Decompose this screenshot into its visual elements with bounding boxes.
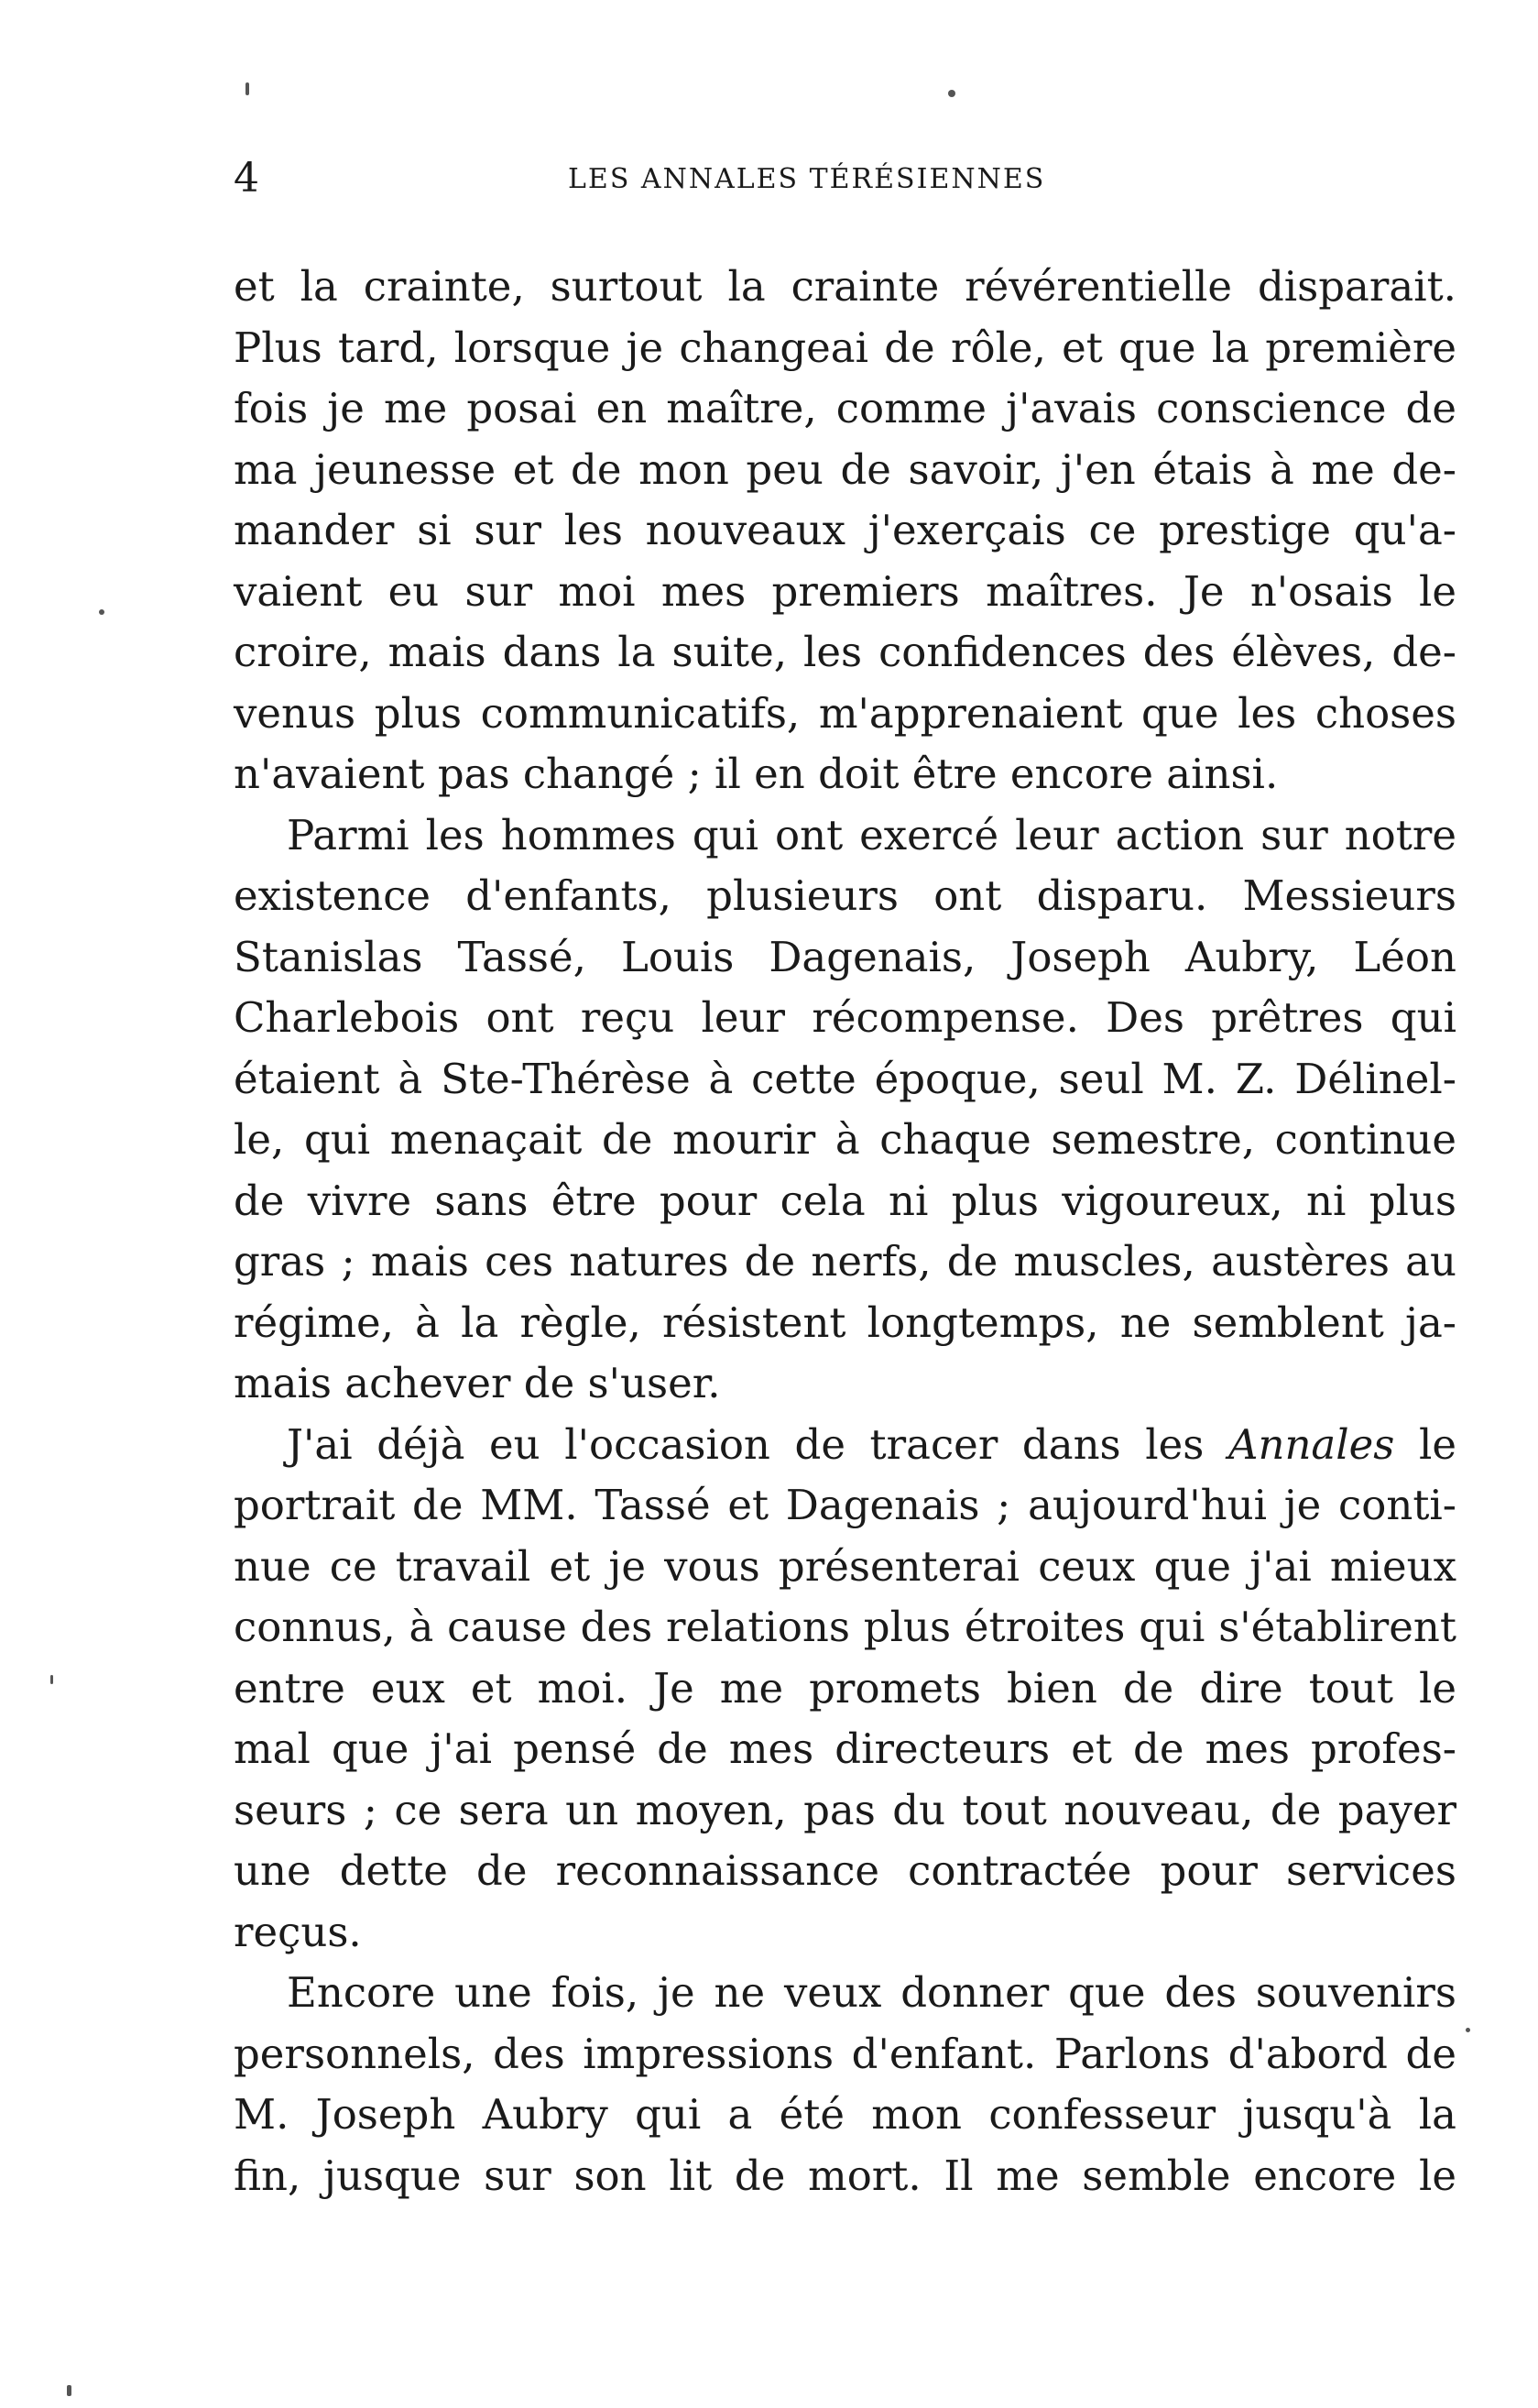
text-line: existence d'enfants, plusieurs ont disparu. Messieurs [234,871,1456,920]
text-line: Stanislas Tassé, Louis Dagenais, Joseph Aubry, Léon [234,932,1456,981]
page-header [234,156,1456,211]
text-line: Encore une fois, je ne veux donner que des souvenirs [287,1968,1456,2017]
text-line: gras ; mais ces natures de nerfs, de muscles, austères au [234,1237,1456,1286]
scan-speck [99,609,104,615]
text-line: le, qui menaçait de mourir à chaque semestre, continue [234,1115,1456,1164]
scan-speck [67,2385,71,2396]
text-line: de vivre sans être pour cela ni plus vigoureux, ni plus [234,1176,1456,1225]
text-line: personnels, des impressions d'enfant. Parlons d'abord de [234,2029,1456,2078]
text-line: n'avaient pas changé ; il en doit être encore ainsi. [234,750,1279,798]
text-line: étaient à Ste-Thérèse à cette époque, seul M. Z. Délinel- [234,1054,1456,1103]
text-line: fin, jusque sur son lit de mort. Il me semble encore le [234,2151,1456,2200]
text-line: une dette de reconnaissance contractée pour services [234,1846,1456,1895]
text-line: seurs ; ce sera un moyen, pas du tout nouveau, de payer [234,1785,1456,1834]
text-line: Plus tard, lorsque je changeai de rôle, et que la première [234,323,1456,372]
scan-speck [245,82,249,95]
text-line: nue ce travail et je vous présenterai ceux que j'ai mieux [234,1541,1456,1591]
scan-speck [1466,2028,1470,2032]
scan-speck [948,90,955,97]
text-line: et la crainte, surtout la crainte révérentielle disparait. [234,262,1456,311]
text-line: mais achever de s'user. [234,1359,721,1407]
page-number: 4 [234,155,259,202]
running-title: LES ANNALES TÉRÉSIENNES [568,163,1046,195]
text-line: Charlebois ont reçu leur récompense. Des prêtres qui [234,993,1456,1042]
text-line: vaient eu sur moi mes premiers maîtres. Je n'osais le [234,566,1456,616]
text-line: mal que j'ai pensé de mes directeurs et de mes profes- [234,1724,1456,1773]
scan-speck [50,1675,53,1684]
text-line: ma jeunesse et de mon peu de savoir, j'en étais à me de- [234,444,1456,494]
text-line: entre eux et moi. Je me promets bien de dire tout le [234,1663,1456,1713]
italic-title: Annales [1227,1419,1395,1469]
text-line: M. Joseph Aubry qui a été mon confesseur jusqu'à la [234,2090,1456,2139]
body-text [234,257,1456,2206]
text-line: reçus. [234,1907,362,1956]
text-line: Parmi les hommes qui ont exercé leur action sur notre [287,810,1456,859]
text-segment: le [1394,1419,1457,1469]
text-segment: J'ai déjà eu l'occasion de tracer dans les [287,1419,1228,1469]
text-line: croire, mais dans la suite, les confidences des élèves, de- [234,628,1456,676]
text-line: régime, à la règle, résistent longtemps, ne semblent ja- [234,1297,1456,1347]
text-line [234,1415,1456,1476]
text-line: portrait de MM. Tassé et Dagenais ; aujourd'hui je conti- [234,1481,1456,1529]
text-line: connus, à cause des relations plus étroites qui s'établirent [234,1603,1456,1651]
text-line: venus plus communicatifs, m'apprenaient que les choses [234,688,1456,738]
text-line: fois je me posai en maître, comme j'avais conscience de [234,384,1456,432]
text-line: mander si sur les nouveaux j'exerçais ce prestige qu'a- [234,506,1456,554]
